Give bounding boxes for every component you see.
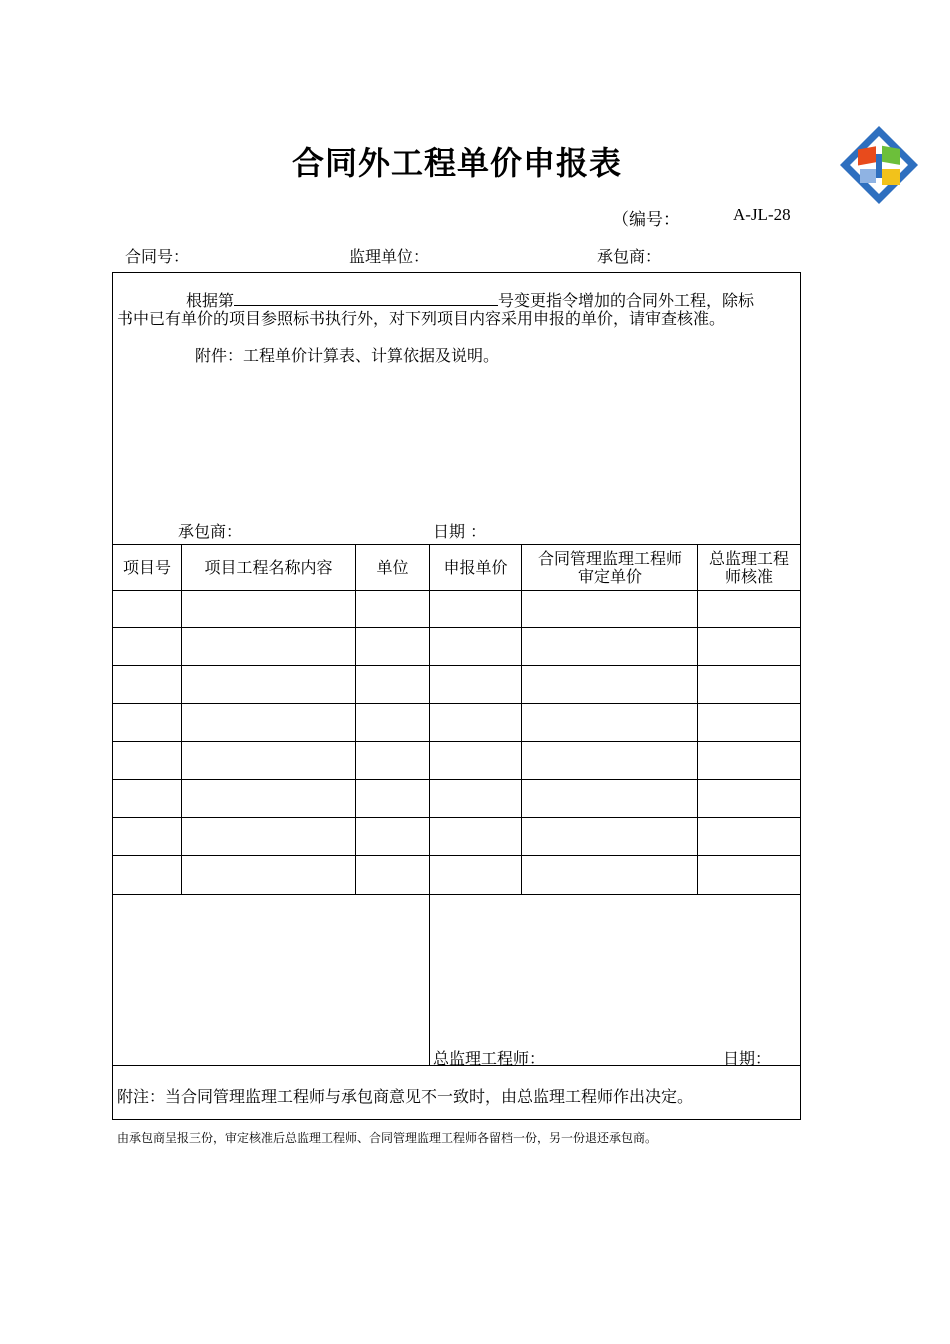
remarks-area[interactable] <box>113 895 429 1065</box>
table-cell[interactable] <box>698 742 800 779</box>
table-cell[interactable] <box>430 704 521 741</box>
column-header-unit: 单位 <box>376 558 409 577</box>
table-cell[interactable] <box>522 628 697 665</box>
submit-date-label: 日期 ： <box>433 522 487 541</box>
table-cell[interactable] <box>182 818 355 855</box>
table-cell[interactable] <box>356 704 429 741</box>
column-header-approval: 总监理工程师核准 <box>708 549 789 586</box>
table-cell[interactable] <box>113 628 181 665</box>
table-cell[interactable] <box>698 818 800 855</box>
column-header-reviewed-price: 合同管理监理工程师审定单价 <box>537 549 682 586</box>
contract-no-label: 合同号： <box>125 247 190 266</box>
page-title: 合同外工程单价申报表 <box>291 144 622 182</box>
table-cell[interactable] <box>113 704 181 741</box>
form-code-value: A-JL-28 <box>733 205 791 224</box>
table-cell[interactable] <box>113 742 181 779</box>
table-cell[interactable] <box>430 780 521 817</box>
table-cell[interactable] <box>522 780 697 817</box>
approval-date-label: 日期： <box>723 1049 772 1068</box>
table-cell[interactable] <box>698 856 800 893</box>
change-order-no-field[interactable] <box>234 290 498 306</box>
table-cell[interactable] <box>182 704 355 741</box>
table-cell[interactable] <box>698 666 800 703</box>
intro-prefix: 根据第 <box>186 291 235 310</box>
cube-logo-icon <box>838 124 920 206</box>
attachment-text: 附件：工程单价计算表、计算依据及说明。 <box>195 346 500 365</box>
table-cell[interactable] <box>356 780 429 817</box>
table-cell[interactable] <box>356 666 429 703</box>
table-cell[interactable] <box>522 742 697 779</box>
column-header-declared-price: 申报单价 <box>443 558 508 577</box>
table-cell[interactable] <box>522 856 697 893</box>
table-cell[interactable] <box>113 780 181 817</box>
table-cell[interactable] <box>182 780 355 817</box>
table-cell[interactable] <box>182 856 355 893</box>
table-cell[interactable] <box>430 818 521 855</box>
table-cell[interactable] <box>356 628 429 665</box>
table-cell[interactable] <box>430 591 521 628</box>
table-cell[interactable] <box>522 704 697 741</box>
table-cell[interactable] <box>356 591 429 628</box>
form-code-label: （编号： <box>612 210 680 230</box>
table-cell[interactable] <box>182 666 355 703</box>
supervisor-unit-label: 监理单位： <box>349 247 430 266</box>
table-cell[interactable] <box>698 628 800 665</box>
table-cell[interactable] <box>698 780 800 817</box>
table-cell[interactable] <box>430 856 521 893</box>
table-cell[interactable] <box>113 666 181 703</box>
table-cell[interactable] <box>113 591 181 628</box>
table-cell[interactable] <box>698 704 800 741</box>
table-cell[interactable] <box>182 628 355 665</box>
column-header-item-name: 项目工程名称内容 <box>204 558 333 577</box>
table-cell[interactable] <box>430 742 521 779</box>
table-cell[interactable] <box>113 856 181 893</box>
table-cell[interactable] <box>356 818 429 855</box>
table-cell[interactable] <box>522 666 697 703</box>
table-cell[interactable] <box>430 666 521 703</box>
chief-engineer-label: 总监理工程师： <box>433 1049 546 1068</box>
note-text: 附注：当合同管理监理工程师与承包商意见不一致时，由总监理工程师作出决定。 <box>117 1087 694 1106</box>
table-cell[interactable] <box>522 818 697 855</box>
intro-suffix: 号变更指令增加的合同外工程，除标 <box>498 291 755 310</box>
table-cell[interactable] <box>356 856 429 893</box>
table-cell[interactable] <box>182 742 355 779</box>
footnote: 由承包商呈报三份，审定核准后总监理工程师、合同管理监理工程师各留档一份，另一份退还承包商。 <box>117 1131 658 1145</box>
table-cell[interactable] <box>430 628 521 665</box>
contractor-label: 承包商： <box>597 247 662 266</box>
table-cell[interactable] <box>182 591 355 628</box>
column-header-item-no: 项目号 <box>122 558 171 577</box>
table-cell[interactable] <box>522 591 697 628</box>
contractor-sign-label: 承包商： <box>178 522 243 541</box>
intro-line-2: 书中已有单价的项目参照标书执行外，对下列项目内容采用申报的单价，请审查核准。 <box>117 309 726 328</box>
table-cell[interactable] <box>698 591 800 628</box>
table-cell[interactable] <box>113 818 181 855</box>
table-cell[interactable] <box>356 742 429 779</box>
